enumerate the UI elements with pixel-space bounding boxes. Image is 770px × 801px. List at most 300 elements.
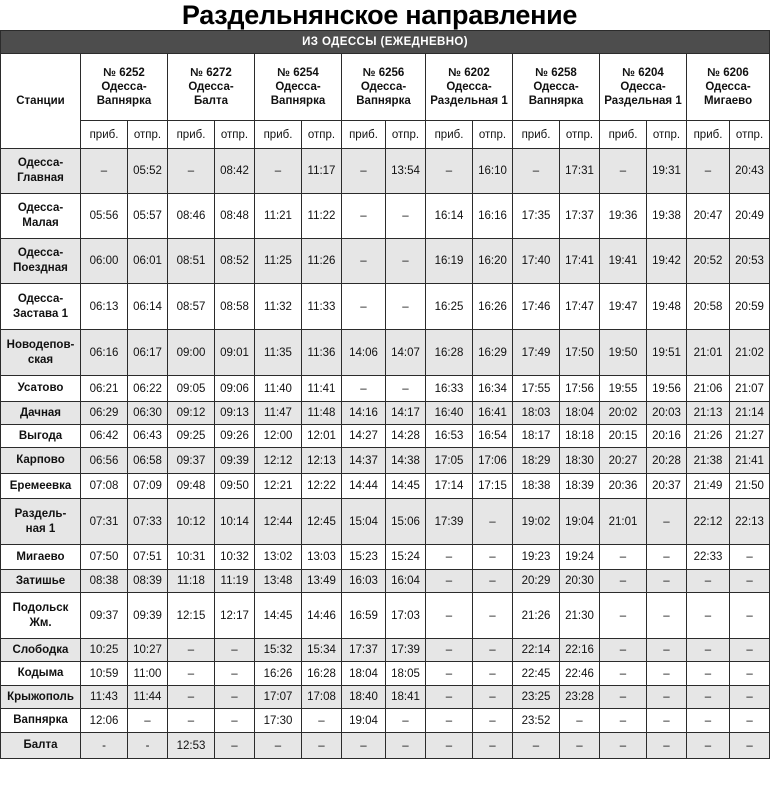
station-name: [1, 474, 81, 499]
arrival-time: –: [600, 149, 647, 194]
departure-time: –: [302, 709, 342, 733]
arrival-time: 20:52: [687, 239, 730, 284]
arrival-time: 18:03: [513, 402, 560, 425]
arrival-time: 15:04: [342, 499, 386, 545]
departure-time: 21:41: [730, 448, 770, 474]
arrival-time: 21:13: [687, 402, 730, 425]
departure-time: –: [473, 499, 513, 545]
departure-time: –: [647, 709, 687, 733]
arrival-header: приб.: [168, 121, 215, 149]
arrival-time: 21:26: [513, 593, 560, 639]
departure-time: 16:04: [386, 570, 426, 593]
arrival-time: 14:37: [342, 448, 386, 474]
departure-time: –: [647, 499, 687, 545]
arrival-time: 19:36: [600, 194, 647, 239]
arrival-time: 06:56: [81, 448, 128, 474]
train-header: [513, 54, 600, 121]
departure-time: 07:09: [128, 474, 168, 499]
departure-time: 16:26: [473, 284, 513, 330]
departure-time: –: [473, 733, 513, 759]
station-name: [1, 402, 81, 425]
departure-time: –: [215, 639, 255, 662]
departure-time: 06:30: [128, 402, 168, 425]
departure-time: –: [647, 662, 687, 686]
table-row: [1, 474, 770, 499]
arrival-time: –: [687, 570, 730, 593]
train-header: [342, 54, 426, 121]
arrival-time: 20:27: [600, 448, 647, 474]
departure-time: 06:58: [128, 448, 168, 474]
departure-time: 19:51: [647, 330, 687, 376]
arrival-time: 19:41: [600, 239, 647, 284]
departure-time: –: [647, 545, 687, 570]
table-row: [1, 194, 770, 239]
station-name-line: Вапнярка: [13, 714, 68, 726]
departure-time: 19:48: [647, 284, 687, 330]
arrival-header: приб.: [426, 121, 473, 149]
station-name-line: Кодыма: [17, 667, 64, 679]
arrival-time: –: [426, 709, 473, 733]
departure-time: 16:20: [473, 239, 513, 284]
arrival-time: 08:57: [168, 284, 215, 330]
departure-time: 10:27: [128, 639, 168, 662]
arrival-time: 11:47: [255, 402, 302, 425]
departure-time: 14:28: [386, 425, 426, 448]
arrival-time: 17:37: [342, 639, 386, 662]
departure-time: 12:45: [302, 499, 342, 545]
departure-time: –: [730, 733, 770, 759]
departure-time: 09:26: [215, 425, 255, 448]
arrival-time: –: [342, 149, 386, 194]
arrival-time: 11:43: [81, 686, 128, 709]
departure-time: –: [730, 545, 770, 570]
arrival-time: 20:47: [687, 194, 730, 239]
departure-time: 14:45: [386, 474, 426, 499]
timetable-wrapper: [0, 30, 764, 801]
arrival-time: 09:25: [168, 425, 215, 448]
arrival-time: 09:37: [81, 593, 128, 639]
station-name: [1, 330, 81, 376]
departure-time: 17:15: [473, 474, 513, 499]
departure-header: отпр.: [128, 121, 168, 149]
train-route1: Одесса-: [275, 81, 321, 93]
arrival-time: 16:25: [426, 284, 473, 330]
departure-time: 18:18: [560, 425, 600, 448]
departure-time: 12:01: [302, 425, 342, 448]
arrival-time: 16:40: [426, 402, 473, 425]
train-route1: Одесса-: [705, 81, 751, 93]
arrival-time: 19:02: [513, 499, 560, 545]
departure-header: отпр.: [473, 121, 513, 149]
arrival-time: 19:55: [600, 376, 647, 402]
arrival-time: 22:33: [687, 545, 730, 570]
arrival-time: 16:03: [342, 570, 386, 593]
train-header: [426, 54, 513, 121]
train-header: [687, 54, 770, 121]
departure-time: –: [473, 593, 513, 639]
arrival-time: –: [600, 709, 647, 733]
arrival-time: 14:45: [255, 593, 302, 639]
arrival-time: 12:12: [255, 448, 302, 474]
departure-time: 16:28: [302, 662, 342, 686]
departure-time: –: [647, 686, 687, 709]
station-name: [1, 239, 81, 284]
table-row: [1, 239, 770, 284]
departure-time: –: [730, 709, 770, 733]
departure-time: 08:39: [128, 570, 168, 593]
arrival-time: 19:23: [513, 545, 560, 570]
arrival-time: 13:02: [255, 545, 302, 570]
train-route2: Вапнярка: [96, 95, 152, 107]
arrival-time: 15:32: [255, 639, 302, 662]
arrival-time: –: [426, 686, 473, 709]
arrival-time: 17:35: [513, 194, 560, 239]
station-name-line: Застава 1: [13, 307, 68, 320]
departure-time: 19:38: [647, 194, 687, 239]
station-name-line: Крыжополь: [7, 690, 74, 703]
train-route2: Вапнярка: [528, 95, 584, 107]
arrival-time: –: [687, 709, 730, 733]
departure-time: 15:06: [386, 499, 426, 545]
station-name: [1, 499, 81, 545]
departure-time: 23:28: [560, 686, 600, 709]
arrival-time: 12:44: [255, 499, 302, 545]
arrival-time: –: [687, 149, 730, 194]
departure-time: 16:10: [473, 149, 513, 194]
table-row: [1, 570, 770, 593]
arrival-time: 16:28: [426, 330, 473, 376]
arrival-time: –: [687, 662, 730, 686]
departure-time: 15:34: [302, 639, 342, 662]
arrival-time: 17:40: [513, 239, 560, 284]
arrival-time: 12:21: [255, 474, 302, 499]
arrival-time: 17:39: [426, 499, 473, 545]
departure-time: 16:29: [473, 330, 513, 376]
departure-time: –: [386, 709, 426, 733]
arrival-time: 08:38: [81, 570, 128, 593]
arrival-time: 19:50: [600, 330, 647, 376]
departure-time: 11:00: [128, 662, 168, 686]
train-header: [168, 54, 255, 121]
arrival-time: 09:12: [168, 402, 215, 425]
departure-time: 17:08: [302, 686, 342, 709]
arrival-time: 14:44: [342, 474, 386, 499]
train-route1: Одесса-: [533, 81, 579, 93]
arrival-time: 20:29: [513, 570, 560, 593]
station-name-line: Балта: [23, 739, 58, 751]
page-title: Раздельнянское направление: [181, 0, 578, 30]
station-name-line: Раздель-: [14, 507, 67, 520]
departure-time: 20:30: [560, 570, 600, 593]
arrival-time: –: [342, 284, 386, 330]
arrival-time: 12:53: [168, 733, 215, 759]
station-name: [1, 686, 81, 709]
arrival-time: 21:01: [687, 330, 730, 376]
arrival-time: -: [81, 733, 128, 759]
arrival-time: 09:05: [168, 376, 215, 402]
arrival-time: 07:31: [81, 499, 128, 545]
arrival-time: 06:29: [81, 402, 128, 425]
arrival-time: 06:21: [81, 376, 128, 402]
departure-time: 11:22: [302, 194, 342, 239]
departure-time: 18:39: [560, 474, 600, 499]
departure-time: 05:57: [128, 194, 168, 239]
arrival-time: 17:14: [426, 474, 473, 499]
departure-time: 17:47: [560, 284, 600, 330]
departure-time: –: [386, 376, 426, 402]
departure-time: 06:01: [128, 239, 168, 284]
departure-time: –: [647, 639, 687, 662]
departure-time: 21:50: [730, 474, 770, 499]
departure-time: 11:48: [302, 402, 342, 425]
departure-time: –: [215, 733, 255, 759]
arrival-time: 11:35: [255, 330, 302, 376]
departure-time: 16:54: [473, 425, 513, 448]
departure-time: 21:30: [560, 593, 600, 639]
train-num: № 6202: [448, 67, 490, 79]
station-name-line: ская: [27, 353, 54, 366]
arrival-time: 12:00: [255, 425, 302, 448]
departure-time: –: [473, 662, 513, 686]
arrival-time: 17:05: [426, 448, 473, 474]
station-name-line: Подольск: [12, 601, 69, 614]
station-name-line: Еремеевка: [9, 479, 72, 492]
train-header: [600, 54, 687, 121]
timetable: [0, 30, 770, 759]
departure-time: 18:05: [386, 662, 426, 686]
arrival-time: –: [426, 545, 473, 570]
arrival-time: –: [687, 593, 730, 639]
station-name-line: Жм.: [29, 616, 52, 629]
arrival-time: 06:00: [81, 239, 128, 284]
train-num: № 6254: [277, 67, 319, 79]
arrival-time: –: [687, 733, 730, 759]
arrival-time: 15:23: [342, 545, 386, 570]
station-name-line: Поездная: [13, 262, 68, 274]
departure-time: –: [730, 593, 770, 639]
station-name-line: Слободка: [12, 643, 69, 656]
train-route2: Вапнярка: [356, 95, 411, 107]
station-name-line: Дачная: [19, 406, 62, 419]
departure-time: 19:04: [560, 499, 600, 545]
departure-time: 20:43: [730, 149, 770, 194]
station-name: [1, 593, 81, 639]
table-row: [1, 662, 770, 686]
table-row: [1, 593, 770, 639]
train-route2: Вапнярка: [270, 95, 326, 107]
arrival-time: 19:47: [600, 284, 647, 330]
train-route2: Раздельная 1: [604, 95, 682, 107]
arrival-time: –: [426, 639, 473, 662]
station-name-line: Одесса-: [17, 202, 64, 214]
station-name: [1, 376, 81, 402]
departure-time: 15:24: [386, 545, 426, 570]
departure-header: отпр.: [302, 121, 342, 149]
train-route1: Одесса-: [360, 81, 407, 93]
arrival-time: 16:59: [342, 593, 386, 639]
departure-time: 21:07: [730, 376, 770, 402]
departure-time: –: [215, 709, 255, 733]
departure-time: 17:37: [560, 194, 600, 239]
arrival-time: –: [426, 149, 473, 194]
station-name-line: Затишье: [15, 574, 66, 587]
arrival-time: –: [687, 686, 730, 709]
arrival-time: 06:16: [81, 330, 128, 376]
arrival-header: приб.: [513, 121, 560, 149]
departure-time: 11:17: [302, 149, 342, 194]
arrival-time: 09:37: [168, 448, 215, 474]
departure-time: 21:27: [730, 425, 770, 448]
arrival-time: –: [600, 593, 647, 639]
departure-time: –: [473, 686, 513, 709]
train-num: № 6258: [535, 67, 577, 79]
departure-time: 08:42: [215, 149, 255, 194]
arrival-time: 20:02: [600, 402, 647, 425]
arrival-time: 17:55: [513, 376, 560, 402]
arrival-time: 18:04: [342, 662, 386, 686]
table-row: [1, 733, 770, 759]
station-name: [1, 425, 81, 448]
departure-time: -: [128, 733, 168, 759]
arrival-header: приб.: [81, 121, 128, 149]
departure-time: 09:01: [215, 330, 255, 376]
stations-header: Станции: [1, 54, 81, 149]
departure-time: 09:50: [215, 474, 255, 499]
departure-time: 17:31: [560, 149, 600, 194]
departure-time: –: [386, 284, 426, 330]
station-name-line: Выгода: [18, 429, 63, 442]
departure-time: 22:13: [730, 499, 770, 545]
train-num: № 6256: [362, 67, 405, 79]
departure-time: –: [647, 570, 687, 593]
station-name-line: Усатово: [17, 382, 64, 394]
arrival-time: –: [600, 662, 647, 686]
table-row: [1, 545, 770, 570]
arrival-time: 18:40: [342, 686, 386, 709]
departure-time: 18:04: [560, 402, 600, 425]
table-row: [1, 425, 770, 448]
departure-time: 19:24: [560, 545, 600, 570]
arrival-time: 17:07: [255, 686, 302, 709]
station-name: [1, 194, 81, 239]
train-header: [255, 54, 342, 121]
table-row: [1, 376, 770, 402]
arrival-time: 23:25: [513, 686, 560, 709]
train-route1: Одесса-: [188, 81, 234, 93]
arrival-time: 14:16: [342, 402, 386, 425]
station-name-line: Новодепов-: [6, 338, 75, 351]
departure-time: 11:41: [302, 376, 342, 402]
arrival-time: 05:56: [81, 194, 128, 239]
arrival-time: –: [600, 545, 647, 570]
arrival-time: –: [342, 194, 386, 239]
departure-time: –: [473, 639, 513, 662]
departure-time: 21:14: [730, 402, 770, 425]
station-name: [1, 545, 81, 570]
table-row: [1, 448, 770, 474]
departure-header: отпр.: [730, 121, 770, 149]
departure-time: 18:41: [386, 686, 426, 709]
arrival-time: 16:26: [255, 662, 302, 686]
departure-time: 14:17: [386, 402, 426, 425]
arrival-time: –: [168, 662, 215, 686]
departure-time: 14:07: [386, 330, 426, 376]
departure-time: 16:16: [473, 194, 513, 239]
train-route2: Балта: [194, 95, 228, 107]
departure-time: –: [730, 570, 770, 593]
direction-subtitle: ИЗ ОДЕССЫ (ЕЖЕДНЕВНО): [1, 31, 770, 54]
departure-time: 12:13: [302, 448, 342, 474]
departure-time: 20:03: [647, 402, 687, 425]
arrival-time: 22:12: [687, 499, 730, 545]
table-row: [1, 709, 770, 733]
departure-time: 20:28: [647, 448, 687, 474]
station-name-line: Карпово: [16, 454, 65, 466]
departure-time: –: [730, 639, 770, 662]
arrival-time: –: [342, 376, 386, 402]
departure-time: 13:03: [302, 545, 342, 570]
arrival-time: –: [513, 149, 560, 194]
arrival-time: 10:59: [81, 662, 128, 686]
arrival-time: 08:46: [168, 194, 215, 239]
departure-time: 12:17: [215, 593, 255, 639]
departure-time: –: [302, 733, 342, 759]
departure-time: 16:34: [473, 376, 513, 402]
arrival-time: 16:14: [426, 194, 473, 239]
arrival-time: 08:51: [168, 239, 215, 284]
arrival-time: 20:36: [600, 474, 647, 499]
arrival-time: 14:27: [342, 425, 386, 448]
arrival-time: –: [168, 149, 215, 194]
arrival-time: 19:04: [342, 709, 386, 733]
departure-header: отпр.: [647, 121, 687, 149]
table-row: [1, 284, 770, 330]
train-num: № 6272: [190, 67, 232, 79]
arrival-time: 21:06: [687, 376, 730, 402]
station-name: [1, 709, 81, 733]
arrival-time: 11:18: [168, 570, 215, 593]
arrival-time: 06:42: [81, 425, 128, 448]
departure-time: 06:22: [128, 376, 168, 402]
arrival-time: 16:53: [426, 425, 473, 448]
departure-time: 17:41: [560, 239, 600, 284]
arrival-time: 16:33: [426, 376, 473, 402]
arrival-time: –: [513, 733, 560, 759]
departure-header: отпр.: [386, 121, 426, 149]
train-route2: Мигаево: [703, 95, 753, 107]
departure-time: 22:16: [560, 639, 600, 662]
departure-time: –: [560, 733, 600, 759]
arrival-time: 20:15: [600, 425, 647, 448]
departure-time: 09:39: [128, 593, 168, 639]
departure-time: 09:06: [215, 376, 255, 402]
station-name-line: Главная: [17, 172, 64, 184]
table-row: [1, 149, 770, 194]
departure-header: отпр.: [215, 121, 255, 149]
table-row: [1, 686, 770, 709]
departure-time: 17:03: [386, 593, 426, 639]
arrival-header: приб.: [600, 121, 647, 149]
arrival-time: –: [426, 733, 473, 759]
departure-time: 17:06: [473, 448, 513, 474]
arrival-time: –: [168, 686, 215, 709]
arrival-time: 11:32: [255, 284, 302, 330]
station-name-line: ная 1: [25, 522, 56, 535]
arrival-time: 11:25: [255, 239, 302, 284]
station-name-line: Малая: [22, 217, 59, 229]
arrival-time: 18:17: [513, 425, 560, 448]
arrival-time: –: [342, 239, 386, 284]
